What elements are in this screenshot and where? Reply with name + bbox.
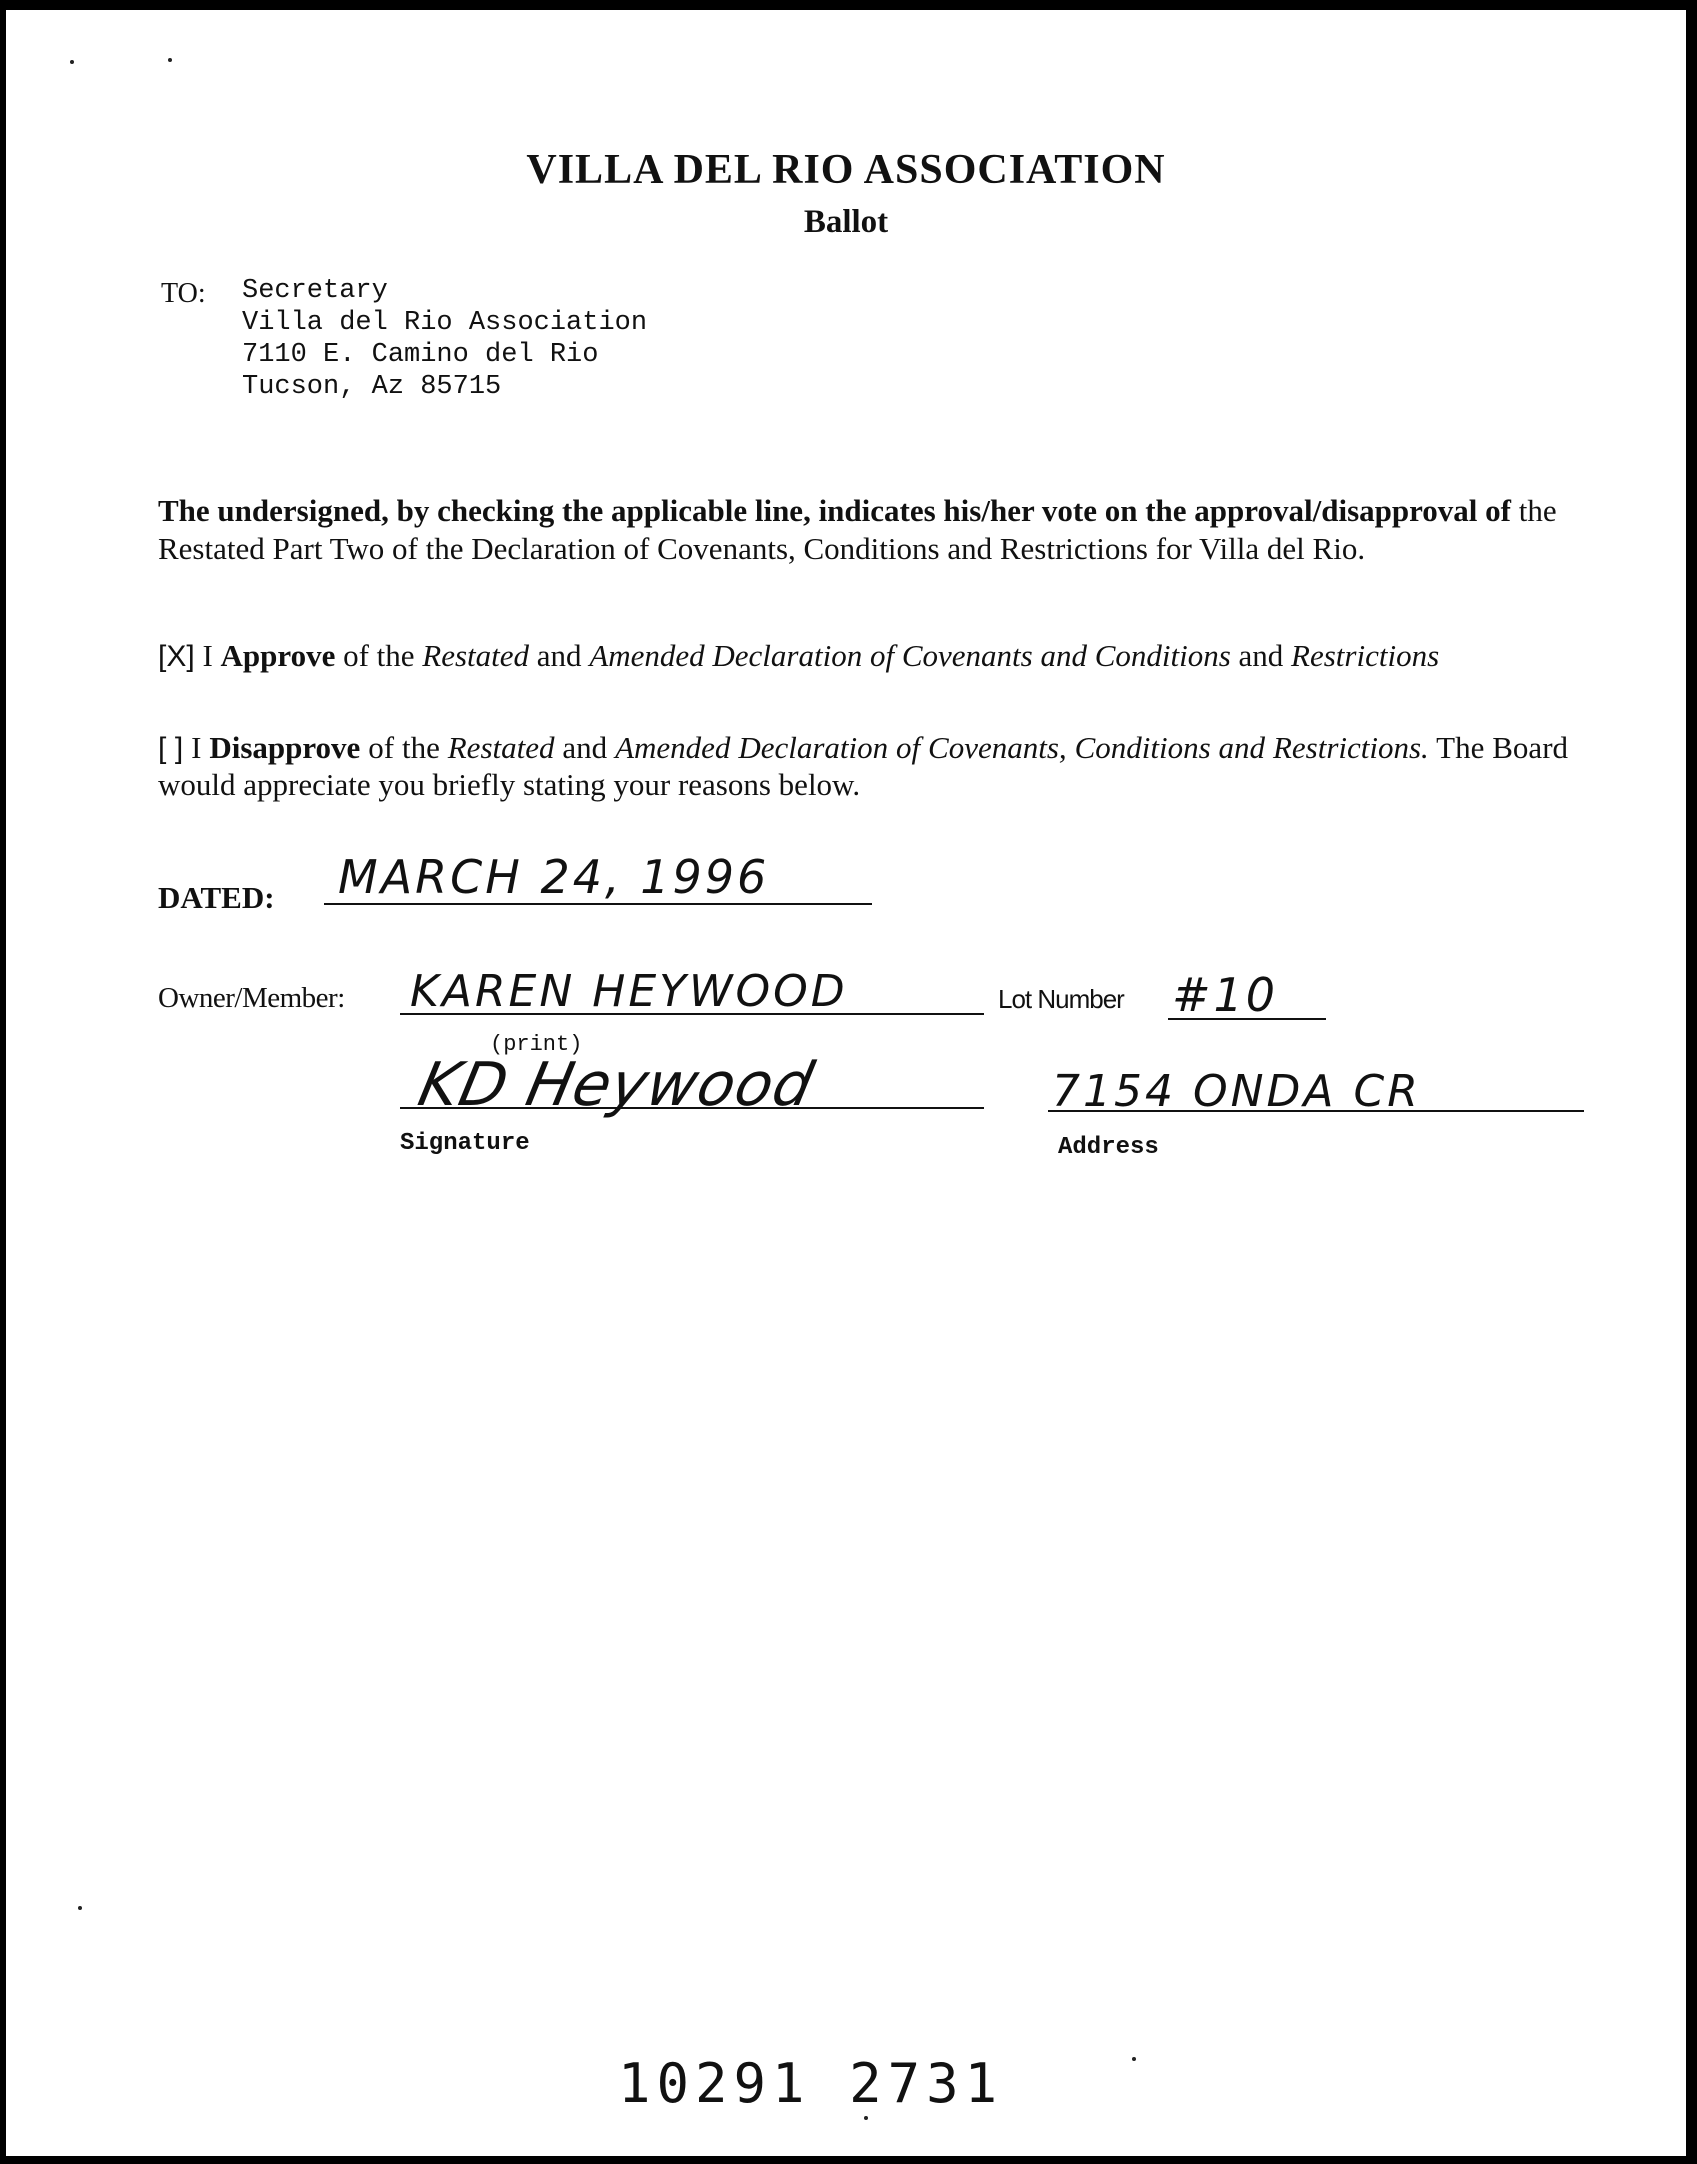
approve-option[interactable] <box>158 638 1568 675</box>
option-italic: Restated <box>447 730 555 765</box>
disapprove-option[interactable] <box>158 730 1568 803</box>
option-lead: I <box>191 730 202 765</box>
option-italic: Restated <box>422 638 530 673</box>
option-text: and <box>536 638 582 673</box>
dated-value[interactable]: MARCH 24, 1996 <box>338 850 770 904</box>
address-value[interactable]: 7154 ONDA CR <box>1052 1066 1421 1117</box>
instructions-bold-text: The undersigned, by checking the applicable line, indicates his/her vote on the approval/disapproval of <box>158 493 1511 528</box>
option-text: and <box>562 730 608 765</box>
speck <box>70 60 74 64</box>
speck <box>1132 2057 1136 2061</box>
option-text: of the <box>343 638 415 673</box>
document-number: 10291 2731 <box>618 2052 1004 2115</box>
option-text: and <box>1238 638 1284 673</box>
option-italic: Restrictions <box>1291 638 1440 673</box>
to-label: TO: <box>161 278 206 309</box>
owner-value[interactable]: KAREN HEYWOOD <box>410 966 848 1017</box>
recipient-line: 7110 E. Camino del Rio <box>242 340 599 370</box>
signature-label: Signature <box>400 1130 530 1157</box>
recipient-line: Villa del Rio Association <box>242 308 648 338</box>
option-verb: Approve <box>220 638 336 673</box>
lot-label: Lot Number <box>998 984 1124 1014</box>
option-italic: Amended Declaration of Covenants and Conditions <box>589 638 1231 673</box>
owner-label: Owner/Member: <box>158 982 345 1014</box>
option-italic: Amended Declaration of Covenants, Conditions and Restrictions. <box>615 730 1429 765</box>
speck <box>864 2116 868 2120</box>
page-title: VILLA DEL RIO ASSOCIATION <box>526 147 1166 193</box>
instructions-text: the Restated Part Two of the Declaration of Covenants, Conditions and Restrictions for Villa del Rio. <box>158 493 1557 566</box>
dated-label: DATED: <box>158 880 275 915</box>
speck <box>168 58 172 62</box>
disapprove-checkbox[interactable]: [ ] <box>158 732 184 765</box>
recipient-line: Tucson, Az 85715 <box>242 372 502 402</box>
page-subtitle: Ballot <box>803 204 889 240</box>
signature-image: KD Heywood <box>412 1050 821 1120</box>
option-text: of the <box>368 730 440 765</box>
option-verb: Disapprove <box>209 730 361 765</box>
option-text: The Board would appreciate you briefly stating your reasons below. <box>158 730 1569 802</box>
lot-value[interactable]: #10 <box>1172 968 1279 1022</box>
instructions-paragraph <box>158 492 1578 568</box>
option-lead: I <box>202 638 213 673</box>
speck <box>78 1906 82 1910</box>
approve-checkbox[interactable]: [X] <box>158 640 195 673</box>
address-label: Address <box>1058 1134 1159 1161</box>
recipient-line: Secretary <box>242 276 388 306</box>
ballot-page <box>6 10 1686 2156</box>
print-hint: (print) <box>490 1032 583 1057</box>
